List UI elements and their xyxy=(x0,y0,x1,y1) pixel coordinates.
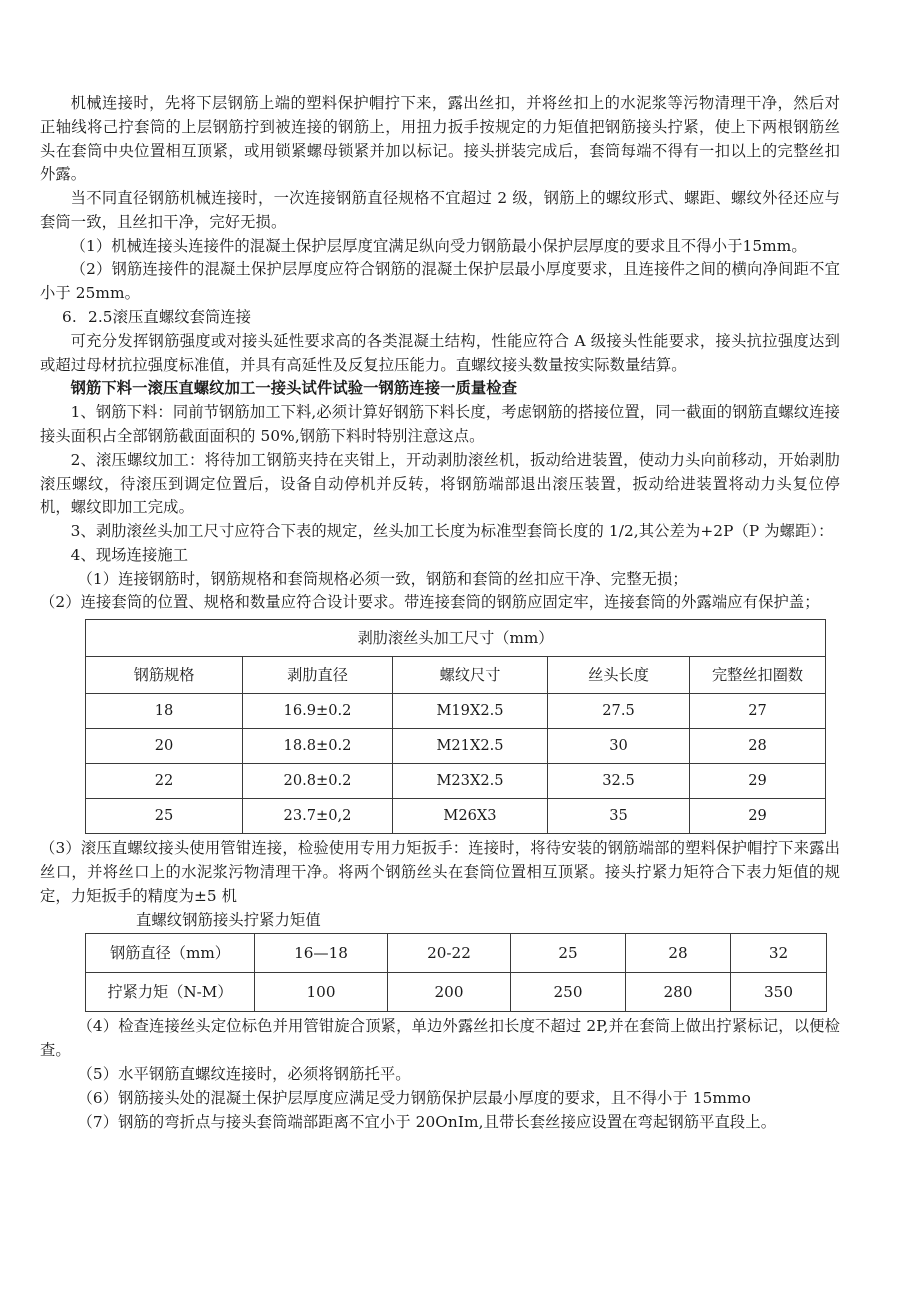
step-2-thread-rolling: 2、滚压螺纹加工：将待加工钢筋夹持在夹钳上，开动剥肋滚丝机，扳动给进装置，使动力头向前移动，开始剥肋滚压螺纹，待滚压到调定位置后，设备自动停机并反转，将钢筋端部退出滚压装置，扳动给进装置将动力头复位停机，螺纹即加工完成。 xyxy=(40,450,840,517)
table1-r3-c1: 23.7±0,2 xyxy=(243,799,393,834)
table2-r0-c1: 20-22 xyxy=(388,934,511,973)
table2-r1-c1: 200 xyxy=(388,973,511,1012)
table1-r3-c4: 29 xyxy=(690,799,826,834)
table1-r0-c0: 18 xyxy=(86,694,243,729)
paragraph-different-diameter: 当不同直径钢筋机械连接时，一次连接钢筋直径规格不宜超过 2 级，钢筋上的螺纹形式、螺距、螺纹外径还应与套筒一致，且丝扣干净，完好无损。 xyxy=(40,189,840,231)
substep-5-horizontal-rebar: （5）水平钢筋直螺纹连接时，必须将钢筋托平。 xyxy=(77,1065,411,1084)
table1-r0-c4: 27 xyxy=(690,694,826,729)
section-heading-number: 6. xyxy=(62,308,77,327)
table1-r2-c0: 22 xyxy=(86,764,243,799)
table1-r2-c2: M23X2.5 xyxy=(393,764,548,799)
table1-title: 剥肋滚丝头加工尺寸（mm） xyxy=(86,620,826,657)
substep-4-check-marking: （4）检查连接丝头定位标色并用管钳旋合顶紧，单边外露丝扣长度不超过 2P,并在套筒上做出拧紧标记，以便检查。 xyxy=(40,1017,840,1060)
table-title-row xyxy=(86,620,826,657)
table2-caption: 直螺纹钢筋接头拧紧力矩值 xyxy=(136,910,321,929)
table1-r2-c1: 20.8±0.2 xyxy=(243,764,393,799)
table2-r0-c3: 28 xyxy=(626,934,731,973)
paragraph-item-1-cover-thickness: （1）机械连接头连接件的混凝土保护层厚度宜满足纵向受力钢筋最小保护层厚度的要求且不得小于15mm。 xyxy=(70,236,807,255)
table1-r3-c0: 25 xyxy=(86,799,243,834)
table-row xyxy=(86,934,827,973)
table2-r1-c0: 100 xyxy=(255,973,388,1012)
table-row xyxy=(86,973,827,1012)
table1-r1-c1: 18.8±0.2 xyxy=(243,729,393,764)
table1-r0-c2: M19X2.5 xyxy=(393,694,548,729)
paragraph-mechanical-connection: 机械连接时，先将下层钢筋上端的塑料保护帽拧下来，露出丝扣，并将丝扣上的水泥浆等污物清理干净，然后对正轴线将己拧套筒的上层钢筋拧到被连接的钢筋上，用扭力扳手按规定的力矩值把钢筋接头拧紧，使上下两根钢筋丝头在套筒中央位置相互顶紧，或用锁紧螺母锁紧并加以标记。接头拼装完成后，套筒每端不得有一扣以上的完整丝扣外露。 xyxy=(40,94,840,184)
table1-r1-c3: 30 xyxy=(548,729,690,764)
table2-r1-c4: 350 xyxy=(731,973,827,1012)
table-row xyxy=(86,729,826,764)
table2-r0-c4: 32 xyxy=(731,934,827,973)
table1-r3-c3: 35 xyxy=(548,799,690,834)
table1-r2-c3: 32.5 xyxy=(548,764,690,799)
table1-header-0: 钢筋规格 xyxy=(86,657,243,694)
table1-r2-c4: 29 xyxy=(690,764,826,799)
substep-1-rebar-spec: （1）连接钢筋时，钢筋规格和套筒规格必须一致，钢筋和套筒的丝扣应干净、完整无损； xyxy=(77,569,688,588)
step-3-dimensions: 3、剥肋滚丝头加工尺寸应符合下表的规定，丝头加工长度为标准型套筒长度的 1/2,其公差为+2P（P 为螺距）： xyxy=(70,522,834,541)
section-heading xyxy=(40,306,840,330)
table1-header-3: 丝头长度 xyxy=(548,657,690,694)
table1-header-4: 完整丝扣圈数 xyxy=(690,657,826,694)
table1-r1-c4: 28 xyxy=(690,729,826,764)
table-tightening-torque xyxy=(85,933,827,1012)
substep-7-bend-point-distance: （7）钢筋的弯折点与接头套筒端部距离不宜小于 20OnIm,且带长套丝接应设置在弯起钢筋平直段上。 xyxy=(77,1112,777,1131)
substep-6-cover-thickness: （6）钢筋接头处的混凝土保护层厚度应满足受力钢筋保护层最小厚度的要求，且不得小于 15mmo xyxy=(77,1088,751,1107)
table1-r0-c3: 27.5 xyxy=(548,694,690,729)
table2-r0-label: 钢筋直径（mm） xyxy=(86,934,255,973)
table1-r3-c2: M26X3 xyxy=(393,799,548,834)
table2-r1-label: 拧紧力矩（N-M） xyxy=(86,973,255,1012)
table-rolling-head-dimensions-wrapper xyxy=(85,619,826,834)
table-row xyxy=(86,764,826,799)
table-header-row xyxy=(86,657,826,694)
document-body xyxy=(40,92,840,1134)
table1-header-1: 剥肋直径 xyxy=(243,657,393,694)
table1-header-2: 螺纹尺寸 xyxy=(393,657,548,694)
table1-r0-c1: 16.9±0.2 xyxy=(243,694,393,729)
table-tightening-torque-wrapper xyxy=(85,933,827,1012)
process-flow-line: 钢筋下料一滚压直螺纹加工一接头试件试验一钢筋连接一质量检查 xyxy=(70,379,518,398)
table1-r1-c0: 20 xyxy=(86,729,243,764)
table2-r1-c2: 250 xyxy=(511,973,626,1012)
table-row xyxy=(86,799,826,834)
paragraph-grade-a-performance: 可充分发挥钢筋强度或对接头延性要求高的各类混凝土结构，性能应符合 A 级接头性能要求，接头抗拉强度达到或超过母材抗拉强度标准值，并具有高延性及反复拉压能力。直螺纹接头数量按实际数量结算。 xyxy=(40,331,840,374)
step-1-cutting: 1、钢筋下料：同前节钢筋加工下料,必须计算好钢筋下料长度，考虑钢筋的搭接位置，同一截面的钢筋直螺纹连接接头面积占全部钢筋截面面积的 50%,钢筋下料时特别注意这点。 xyxy=(40,403,840,445)
substep-2-sleeve-position: （2）连接套筒的位置、规格和数量应符合设计要求。带连接套筒的钢筋应固定牢，连接套筒的外露端应有保护盖； xyxy=(40,593,820,612)
paragraph-item-3-pipe-wrench: （3）滚压直螺纹接头使用管钳连接，检验使用专用力矩扳手：连接时，将待安装的钢筋端部的塑料保护帽拧下来露出丝口，并将丝口上的水泥浆污物清理干净。将两个钢筋丝头在套筒位置相互顶紧。接头拧紧力矩符合下表力矩值的规定，力矩扳手的精度为±5 机 xyxy=(40,839,840,905)
table-rolling-head-dimensions xyxy=(85,619,826,834)
paragraph-item-2-cover-thickness: （2）钢筋连接件的混凝土保护层厚度应符合钢筋的混凝土保护层最小厚度要求，且连接件之间的横向净间距不宜小于 25mm。 xyxy=(40,260,840,303)
table1-r1-c2: M21X2.5 xyxy=(393,729,548,764)
section-heading-title: 2.5滚压直螺纹套筒连接 xyxy=(88,308,252,327)
table2-r0-c2: 25 xyxy=(511,934,626,973)
table-row xyxy=(86,694,826,729)
table2-r0-c0: 16—18 xyxy=(255,934,388,973)
table2-r1-c3: 280 xyxy=(626,973,731,1012)
step-4-site-connection: 4、现场连接施工 xyxy=(70,545,189,564)
